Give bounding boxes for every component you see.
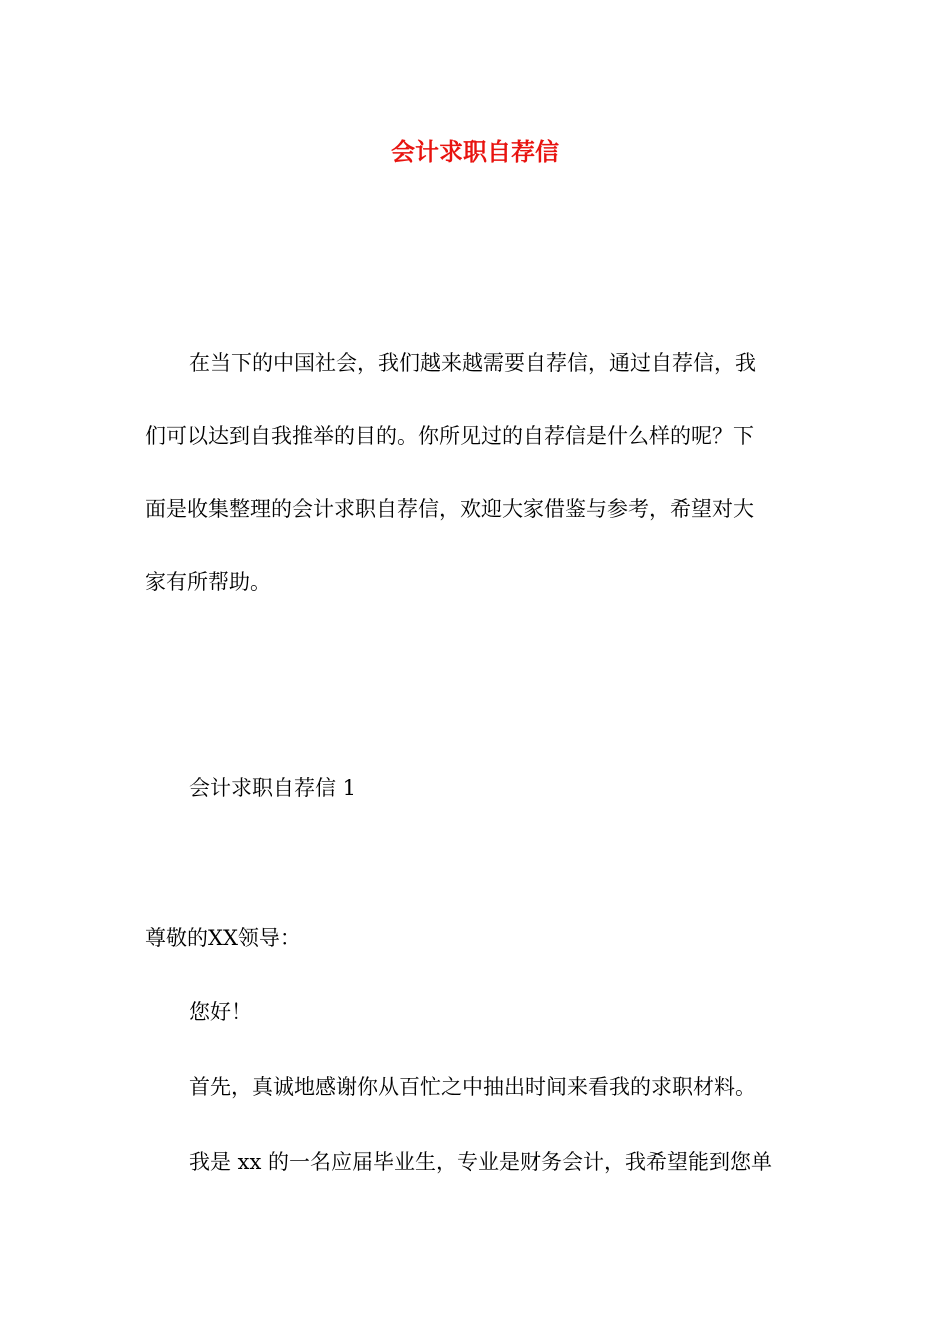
intro-line: 面是收集整理的会计求职自荐信，欢迎大家借鉴与参考，希望对大 (145, 497, 754, 521)
document-title: 会计求职自荐信 (391, 137, 559, 166)
intro-line: 在当下的中国社会，我们越来越需要自荐信，通过自荐信，我 (189, 351, 756, 375)
intro-line: 家有所帮助。 (145, 570, 271, 594)
section-heading: 会计求职自荐信 1 (189, 776, 357, 800)
greeting: 您好！ (189, 1000, 252, 1024)
body-paragraph: 首先，真诚地感谢你从百忙之中抽出时间来看我的求职材料。 (189, 1075, 756, 1099)
intro-paragraph (145, 327, 808, 619)
intro-line: 们可以达到自我推举的目的。你所见过的自荐信是什么样的呢？下 (145, 424, 754, 448)
salutation: 尊敬的XX领导： (145, 926, 301, 950)
body-paragraph: 我是 xx 的一名应届毕业生，专业是财务会计，我希望能到您单 (189, 1150, 773, 1174)
